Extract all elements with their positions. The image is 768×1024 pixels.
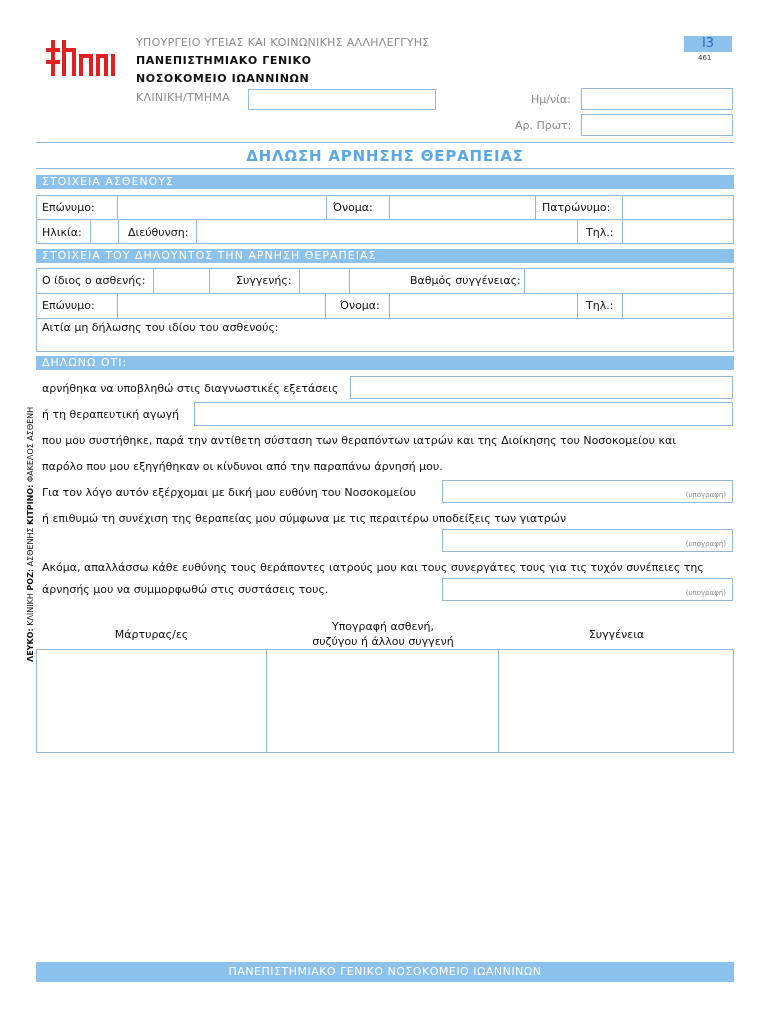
exams-input[interactable]: [350, 376, 733, 399]
patient-name-input[interactable]: [390, 196, 535, 219]
form-code-badge: Ι3: [684, 36, 732, 52]
declare-line-exams: αρνήθηκα να υποβληθώ στις διαγνωστικές εξετάσεις: [42, 382, 339, 395]
pink-copy-label: ΡΟΖ:: [26, 568, 35, 591]
declarant-name-input[interactable]: [390, 294, 577, 317]
title-rule-top: [36, 142, 734, 143]
declarant-degree-label: Βαθμός συγγένειας:: [410, 274, 521, 287]
patient-age-input[interactable]: [91, 220, 118, 243]
clinic-input[interactable]: [248, 89, 436, 110]
declare-line-recommended: που μου συστήθηκε, παρά την αντίθετη σύσταση των θεραπόντων ιατρών και της Διοίκησης του Νοσοκομείου και: [42, 434, 676, 447]
kinship-column-label: Συγγένεια: [588, 628, 645, 641]
signature-hint: (υπογραφή): [685, 589, 726, 597]
release-signature-field[interactable]: [442, 578, 733, 601]
declarant-self-input[interactable]: [154, 269, 209, 292]
patient-phone-label: Τηλ.:: [586, 226, 614, 239]
patient-age-label: Ηλικία:: [42, 226, 82, 239]
declare-line-continue: ή επιθυμώ τη συνέχιση της θεραπείας μου σύμφωνα με τις περαιτέρω υποδείξεις των γιατρών: [42, 512, 567, 525]
declarant-surname-input[interactable]: [118, 294, 325, 317]
divider: [349, 268, 350, 293]
white-copy-text: ΚΛΙΝΙΚΗ: [26, 593, 35, 626]
declare-line-discharge: Για τον λόγο αυτόν εξέρχομαι με δική μου ευθύνη του Νοσοκομείου: [42, 486, 417, 499]
ministry-name: ΥΠΟΥΡΓΕΙΟ ΥΓΕΙΑΣ ΚΑΙ ΚΟΙΝΩΝΙΚΗΣ ΑΛΛΗΛΕΓΓΥΗΣ: [136, 36, 430, 49]
divider: [577, 219, 578, 244]
patient-surname-input[interactable]: [118, 196, 326, 219]
clinic-label: ΚΛΙΝΙΚΗ/ΤΜΗΜΑ: [136, 91, 231, 104]
hospital-logo-icon: [46, 40, 118, 76]
divider: [118, 219, 119, 244]
discharge-signature-field[interactable]: [442, 480, 733, 503]
continue-signature-field[interactable]: [442, 529, 733, 552]
declarant-name-label: Όνομα:: [340, 299, 380, 312]
divider: [209, 268, 210, 293]
declarant-surname-label: Επώνυμο:: [42, 299, 95, 312]
date-input[interactable]: [581, 88, 733, 110]
declare-line-compliance: άρνησής μου να συμμορφωθώ στις συστάσεις τους.: [42, 583, 329, 596]
patient-address-label: Διεύθυνση:: [128, 226, 189, 239]
patient-phone-input[interactable]: [623, 220, 733, 243]
footer-bar: ΠΑΝΕΠΙΣΤΗΜΙΑΚΟ ΓΕΝΙΚΟ ΝΟΣΟΚΟΜΕΙΟ ΙΩΑΝΝΙΝΩΝ: [36, 962, 734, 982]
protocol-label: Αρ. Πρωτ:: [515, 119, 572, 132]
patient-signature-field[interactable]: [267, 650, 498, 752]
white-copy-label: ΛΕΥΚΟ:: [26, 628, 35, 662]
yellow-copy-text: ΦΑΚΕΛΟΣ ΑΣΘΕΝΗ: [26, 406, 35, 483]
hospital-name-line2: ΝΟΣΟΚΟΜΕΙΟ ΙΩΑΝΝΙΝΩΝ: [136, 72, 310, 85]
date-label: Ημ/νία:: [531, 93, 571, 106]
patient-surname-label: Επώνυμο:: [42, 201, 95, 214]
declarant-self-label: Ο ίδιος ο ασθενής:: [42, 274, 146, 287]
divider: [577, 293, 578, 318]
signature-hint: (υπογραφή): [685, 540, 726, 548]
witness-column-label: Μάρτυρας/ες: [114, 628, 189, 641]
patient-father-input[interactable]: [623, 196, 733, 219]
declare-line-risks: παρόλο που μου εξηγήθηκαν οι κίνδυνοι από την παραπάνω άρνησή μου.: [42, 460, 443, 473]
patient-signature-label-line1: Υπογραφή ασθενή,: [331, 620, 435, 633]
patient-section-heading: ΣΤΟΙΧΕΙΑ ΑΣΘΕΝΟΥΣ: [36, 175, 734, 189]
divider: [326, 195, 327, 219]
pink-copy-text: ΑΣΘΕΝΗΣ: [26, 527, 35, 567]
declarant-reason-input[interactable]: [37, 334, 733, 351]
signature-hint: (υπογραφή): [685, 491, 726, 499]
treatment-input[interactable]: [194, 402, 733, 426]
hospital-name-line1: ΠΑΝΕΠΙΣΤΗΜΙΑΚΟ ΓΕΝΙΚΟ: [136, 54, 312, 67]
declarant-reason-label: Αιτία μη δήλωσης του ιδίου του ασθενούς:: [42, 321, 279, 334]
yellow-copy-label: ΚΙΤΡΙΝΟ:: [26, 484, 35, 525]
divider: [325, 293, 326, 318]
form-number: 461: [698, 54, 712, 62]
declarant-section-heading: ΣΤΟΙΧΕΙΑ ΤΟΥ ΔΗΛΟΥΝΤΟΣ ΤΗΝ ΑΡΝΗΣΗ ΘΕΡΑΠΕΙΑΣ: [36, 249, 734, 263]
witness-signature-field[interactable]: [37, 650, 266, 752]
title-rule-bottom: [36, 168, 734, 169]
copy-distribution-note: [26, 398, 38, 662]
hospital-logo: [46, 40, 118, 76]
protocol-input[interactable]: [581, 114, 733, 136]
declarant-phone-input[interactable]: [623, 294, 733, 317]
declarant-degree-input[interactable]: [525, 269, 733, 292]
patient-name-label: Όνομα:: [333, 201, 373, 214]
declarant-phone-label: Τηλ.:: [586, 299, 614, 312]
declare-section-heading: ΔΗΛΩΝΩ ΟΤΙ:: [36, 356, 734, 370]
declare-line-treatment: ή τη θεραπευτική αγωγή: [42, 408, 180, 421]
kinship-field[interactable]: [499, 650, 733, 752]
patient-signature-label-line2: συζύγου ή άλλου συγγενή: [312, 635, 454, 648]
form-title: ΔΗΛΩΣΗ ΑΡΝΗΣΗΣ ΘΕΡΑΠΕΙΑΣ: [246, 147, 524, 165]
declarant-relative-input[interactable]: [300, 269, 349, 292]
declare-line-release: Ακόμα, απαλλάσσω κάθε ευθύνης τους θεράποντες ιατρούς μου και τους συνεργάτες τους για τις τυχόν συνέπειες της: [42, 561, 704, 574]
patient-address-input[interactable]: [197, 220, 577, 243]
divider: [36, 318, 734, 319]
declarant-relative-label: Συγγενής:: [236, 274, 292, 287]
patient-father-label: Πατρώνυμο:: [542, 201, 611, 214]
divider: [535, 195, 536, 219]
